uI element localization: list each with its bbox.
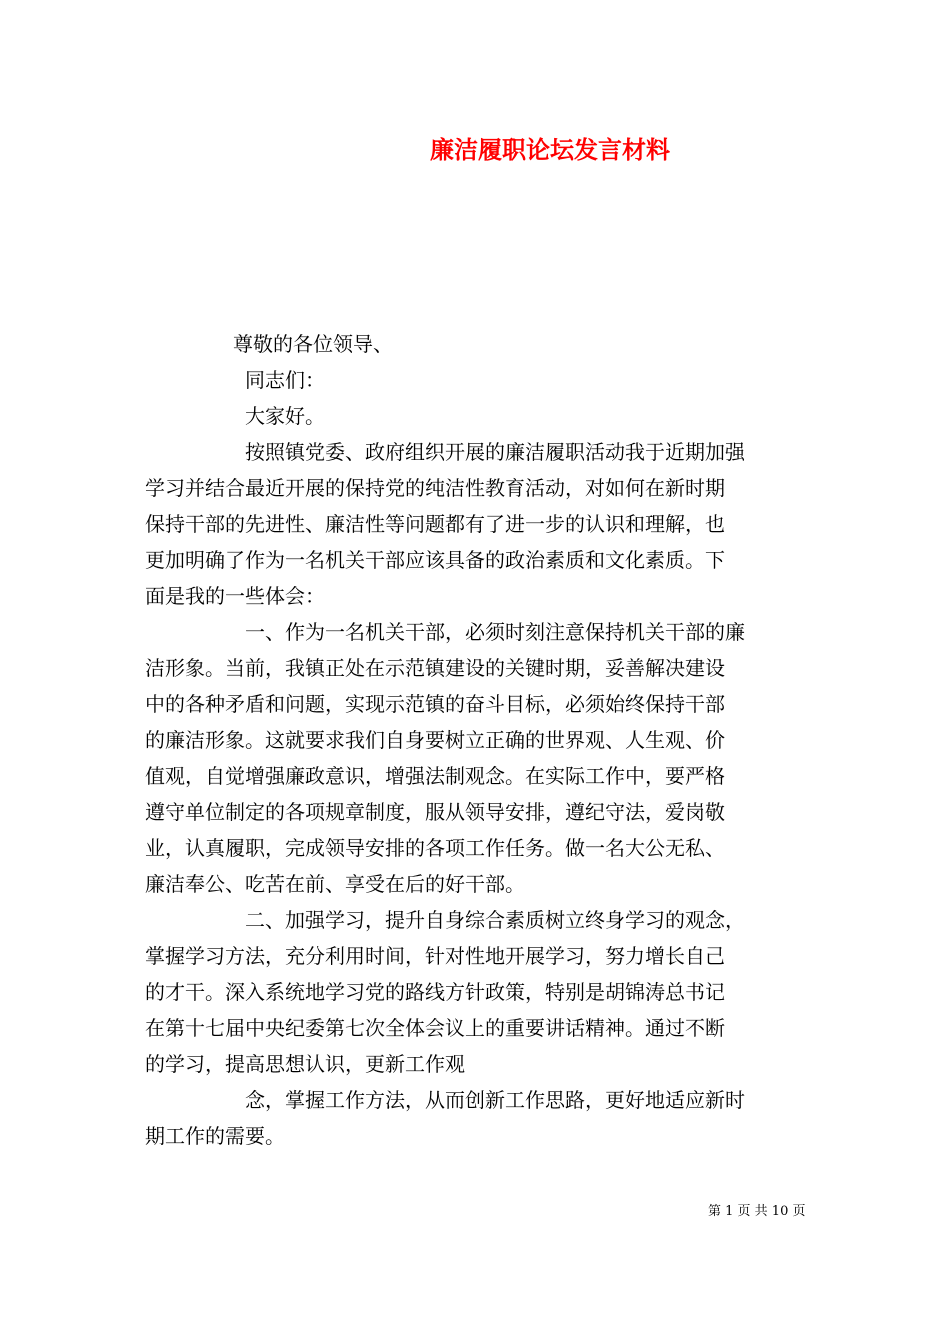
paragraph-line: 念，掌握工作方法，从而创新工作思路，更好地适应新时 xyxy=(245,1088,745,1112)
paragraph-line: 二、加强学习，提升自身综合素质树立终身学习的观念， xyxy=(245,908,745,932)
paragraph-line: 中的各种矛盾和问题，实现示范镇的奋斗目标，必须始终保持干部 xyxy=(145,692,725,716)
paragraph-line: 洁形象。当前，我镇正处在示范镇建设的关键时期，妥善解决建设 xyxy=(145,656,725,680)
salutation-line-2: 同志们： xyxy=(245,368,325,392)
paragraph-line: 掌握学习方法，充分利用时间，针对性地开展学习，努力增长自己 xyxy=(145,944,725,968)
document-body xyxy=(145,326,805,1154)
paragraph-line: 一、作为一名机关干部，必须时刻注意保持机关干部的廉 xyxy=(245,620,745,644)
paragraph-line: 的廉洁形象。这就要求我们自身要树立正确的世界观、人生观、价 xyxy=(145,728,725,752)
paragraph-line: 更加明确了作为一名机关干部应该具备的政治素质和文化素质。下 xyxy=(145,548,725,572)
paragraph-line: 在第十七届中央纪委第七次全体会议上的重要讲话精神。通过不断 xyxy=(145,1016,725,1040)
paragraph-line: 业，认真履职，完成领导安排的各项工作任务。做一名大公无私、 xyxy=(145,836,725,860)
paragraph-line: 保持干部的先进性、廉洁性等问题都有了进一步的认识和理解，也 xyxy=(145,512,725,536)
paragraph-line: 的学习，提高思想认识，更新工作观 xyxy=(145,1052,465,1076)
paragraph-2 xyxy=(145,614,805,902)
paragraph-line: 按照镇党委、政府组织开展的廉洁履职活动我于近期加强 xyxy=(245,440,745,464)
paragraph-line: 廉洁奉公、吃苦在前、享受在后的好干部。 xyxy=(145,872,525,896)
paragraph-line: 期工作的需要。 xyxy=(145,1124,285,1148)
paragraph-line: 学习并结合最近开展的保持党的纯洁性教育活动，对如何在新时期 xyxy=(145,476,725,500)
paragraph-3 xyxy=(145,902,805,1082)
document-title: 廉洁履职论坛发言材料 xyxy=(430,135,670,164)
greeting-line: 大家好。 xyxy=(245,404,325,428)
page-number-footer: 第 1 页 共 10 页 xyxy=(708,1204,806,1219)
paragraph-line: 的才干。深入系统地学习党的路线方针政策，特别是胡锦涛总书记 xyxy=(145,980,725,1004)
paragraph-1 xyxy=(145,434,805,614)
paragraph-4 xyxy=(145,1082,805,1154)
paragraph-line: 值观，自觉增强廉政意识，增强法制观念。在实际工作中，要严格 xyxy=(145,764,725,788)
paragraph-line: 面是我的一些体会： xyxy=(145,584,325,608)
paragraph-line: 遵守单位制定的各项规章制度，服从领导安排，遵纪守法，爱岗敬 xyxy=(145,800,725,824)
salutation-line-1: 尊敬的各位领导、 xyxy=(233,332,393,356)
